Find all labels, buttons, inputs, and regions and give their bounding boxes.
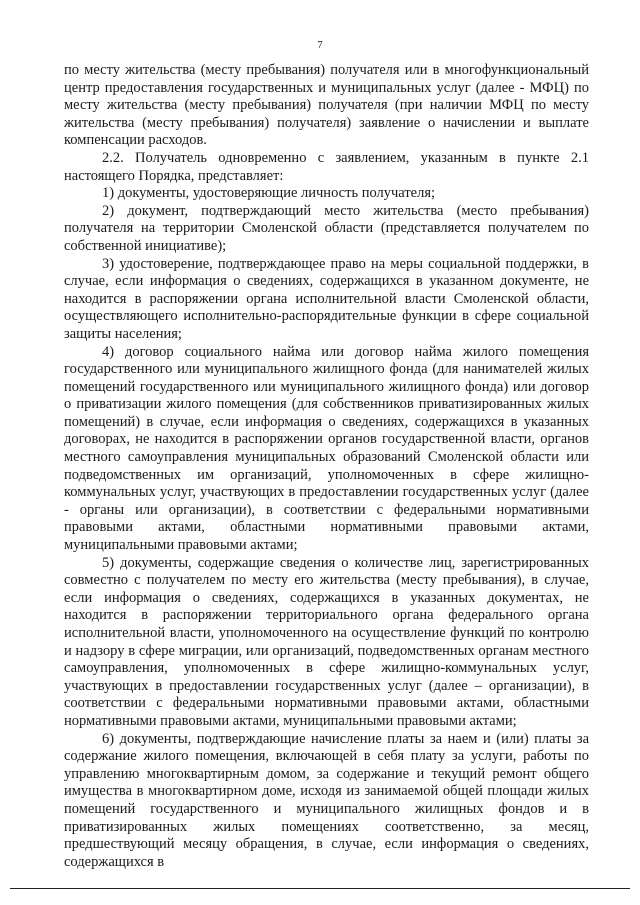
paragraph-continuation: по месту жительства (месту пребывания) получателя или в многофункциональный центр предоставления государственных и муниципальных услуг (далее - МФЦ) по месту жительства (месту пребывания) получателя (при наличии МФЦ по месту жительства (месту пребывания) получателя) заявление о начислении и выплате компенсации расходов. (64, 62, 589, 149)
page-number: 7 (317, 39, 323, 51)
list-item-1: 1) документы, удостоверяющие личность получателя; (102, 185, 436, 202)
document-body (64, 62, 589, 871)
list-item-5: 5) документы, содержащие сведения о количестве лиц, зарегистрированных совместно с получателем по месту его жительства (месту пребывания), в случае, если информация о сведениях, содержащихся в указанных документах, не находится в распоряжении территориального органа федерального органа исполнительной власти, уполномоченного на осуществление функций по контролю и надзору в сфере миграции, или организаций, подведомственных органам местного самоуправления, уполномоченных в сфере жилищно-коммунальных услуг, участвующих в предоставлении государственных услуг (далее – организации), в соответствии с федеральными нормативными правовыми актами, областными нормативными правовыми актами, муниципальными правовыми актами; (64, 554, 589, 729)
list-item-6: 6) документы, подтверждающие начисление платы за наем и (или) платы за содержание жилого помещения, включающей в себя плату за услуги, работы по управлению многоквартирным домом, за содержание и текущий ремонт общего имущества в многоквартирном доме, исходя из занимаемой общей площади жилых помещений государственного и муниципального жилищных фондов и в приватизированных жилых помещениях соответственно, за месяц, предшествующий месяцу обращения, в случае, если информация о сведениях, содержащихся в (64, 730, 589, 870)
paragraph-2-2: 2.2. Получатель одновременно с заявлением, указанным в пункте 2.1 настоящего Порядка, представляет: (64, 149, 589, 184)
list-item-2: 2) документ, подтверждающий место жительства (место пребывания) получателя на территории Смоленской области (представляется получателем по собственной инициативе); (64, 202, 589, 254)
bottom-divider (10, 888, 630, 889)
list-item-3: 3) удостоверение, подтверждающее право на меры социальной поддержки, в случае, если информация о сведениях, содержащихся в указанном документе, не находится в распоряжении органа исполнительной власти Смоленской области, осуществляющего исполнительно-распорядительные функции в сфере социальной защиты населения; (64, 255, 589, 342)
list-item-4: 4) договор социального найма или договор найма жилого помещения государственного или муниципального жилищного фонда (для нанимателей жилых помещений государственного или муниципального жилищного фонда) или договор о приватизации жилого помещения (для собственников приватизированных жилых помещений) в случае, если информация о сведениях, содержащихся в указанных договорах, не находится в распоряжении органов государственной власти, органов местного самоуправления муниципальных образований Смоленской области или подведомственных им организаций, уполномоченных в сфере жилищно-коммунальных услуг, участвующих в предоставлении государственных услуг (далее - органы или организации), в соответствии с федеральными нормативными правовыми актами, областными нормативными правовыми актами, муниципальными правовыми актами; (64, 343, 589, 554)
